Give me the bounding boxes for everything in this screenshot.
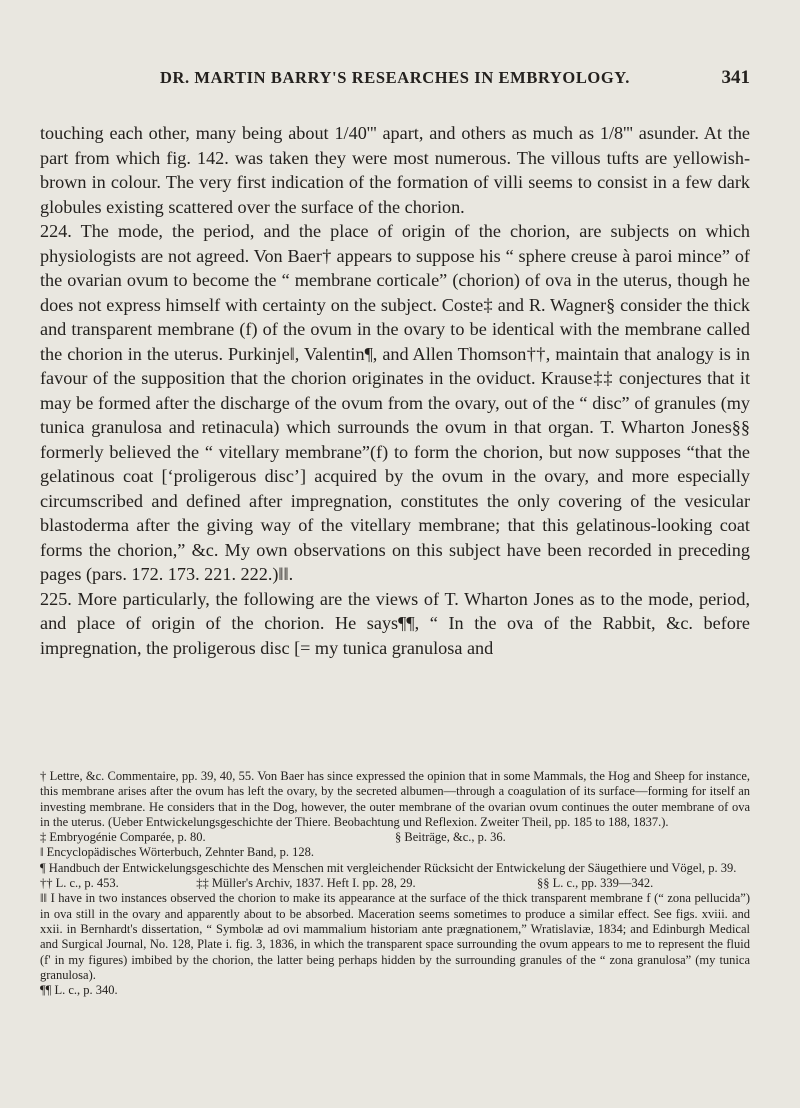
paragraph-225: 225. More particularly, the following are the views of T. Wharton Jones as to the mode, period, and place of origin of the chorion. He says¶¶, “ In the ova of the Rabbit, &c. before impregnation, the proligerous disc [= my tunica granulosa and: [40, 588, 750, 658]
footnote-dagger: † Lettre, &c. Commentaire, pp. 39, 40, 55. Von Baer has since expressed the opinion that in some Mammals, the Hog and Sheep for instance, this membrane arises after the ovum has left the ovary, by the secreted albumen—through a coagulation of its surface—forming for itself an investing membrane. He considers that in the Dog, however, the outer membrane of the ovarian ovum continues the outer membrane of ova in the uterus. (Ueber Entwickelungsgeschichte der Thiere. Beobachtung und Reflexion. Zweiter Theil, pp. 185 to 188, 1837.).: [40, 769, 750, 829]
footnote-double-parallel: ‖‖ I have in two instances observed the chorion to make its appearance at the surface of the thick transparent membrane f (“ zona pellucida”) in ova still in the ovary and apparently about to be absorbed. Maceration seems sometimes to produce a similar effect. See figs. xviii. and xxii. in Bernhardt's dissertation, “ Symbolæ ad ovi mammalium historiam ante prægnationem,” Wratislaviæ, 1834; and Edinburgh Medical and Surgical Journal, No. 128, Plate i. fig. 3, 1836, in which the transparent space surrounding the ovum appears to me to represent the fluid (f' in my figures) imbibed by the chorion, the latter being perhaps hidden by the surrounding granules of the “ zona granulosa” (my tunica granulosa).: [40, 891, 750, 982]
footnote-double-double-dagger: ‡‡ Müller's Archiv, 1837. Heft I. pp. 28, 29.: [196, 876, 416, 891]
footnote-row: [40, 830, 750, 845]
body-text: [40, 121, 750, 660]
footnote-pilcrow: ¶ Handbuch der Entwickelungsgeschichte des Menschen mit vergleichender Rücksicht der Entwickelung der Säugethiere und Vögel, p. 39.: [40, 860, 737, 875]
footnote-double-pilcrow: ¶¶ L. c., p. 340.: [40, 983, 118, 998]
running-head: DR. MARTIN BARRY'S RESEARCHES IN EMBRYOLOGY.: [159, 68, 631, 87]
paragraph-continuation: touching each other, many being about 1/40''' apart, and others as much as 1/8''' asunder. At the part from which fig. 142. was taken they were most numerous. The villous tufts are yellowish-brown in colour. The very first indication of the formation of villi seems to consist in a few dark globules existing scattered over the surface of the chorion.: [40, 123, 750, 217]
footnote-parallel: ‖ Encyclopädisches Wörterbuch, Zehnter Band, p. 128.: [40, 845, 315, 860]
page-number: 341: [721, 67, 750, 88]
footnote-double-section: §§ L. c., pp. 339—342.: [536, 876, 654, 891]
paragraph-224: 224. The mode, the period, and the place of origin of the chorion, are subjects on which physiologists are not agreed. Von Baer† appears to suppose his “ sphere creuse à paroi mince” of the ovarian ovum to become the “ membrane corticale” (chorion) of ova in the uterus, though he does not express himself with certainty on the subject. Coste‡ and R. Wagner§ consider the thick and transparent membrane (f) of the ovum in the ovary to be identical with the membrane called the chorion in the uterus. Purkinje‖, Valentin¶, and Allen Thomson††, maintain that analogy is in favour of the supposition that the chorion originates in the oviduct. Krause‡‡ conjectures that it may be formed after the discharge of the ovum from the ovary, out of the “ disc” of granules (my tunica granulosa and retinacula) which surrounds the ovum in that organ. T. Wharton Jones§§ formerly believed the “ vitellary membrane”(f) to form the chorion, but now supposes “that the gelatinous coat [‘proligerous disc’] acquired by the ovum in the ovary, and more especially circumscribed and defined after impregnation, constitutes the only covering of the vesicular blastoderma after the giving way of the vitellary membrane; that this gelatinous-looking coat forms the chorion,” &c. My own observations on this subject have been recorded in preceding pages (pars. 172. 173. 221. 222.)‖‖.: [40, 221, 750, 584]
footnote-double-dagger: ‡ Embryogénie Comparée, p. 80.: [40, 830, 206, 845]
footnote-double-dagger-2: †† L. c., p. 453.: [40, 876, 119, 891]
footnote-section: § Beiträge, &c., p. 36.: [395, 830, 506, 845]
page-header: [40, 68, 750, 92]
footnote-row: [40, 876, 750, 891]
footnotes: [40, 769, 750, 998]
